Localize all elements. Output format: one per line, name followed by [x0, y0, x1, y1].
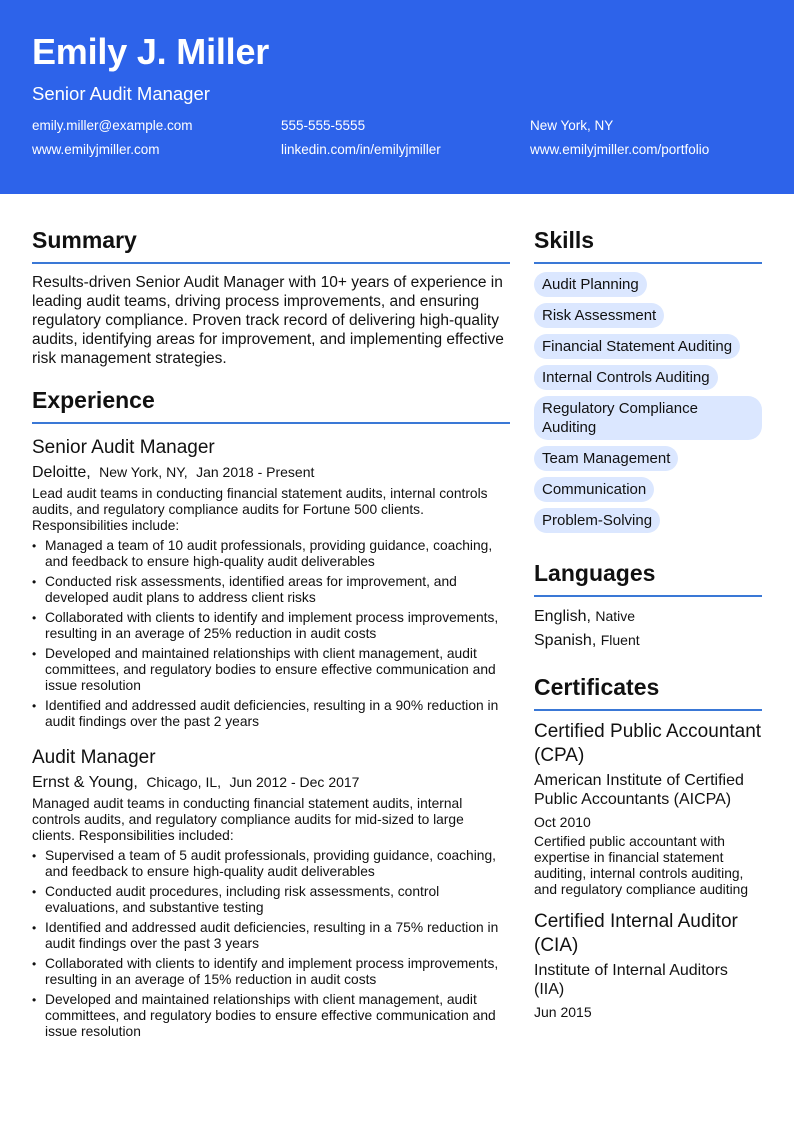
skills-heading: Skills: [534, 226, 762, 264]
job-bullet: • Identified and addressed audit deficiencies, resulting in a 90% reduction in audit findings over the past 2 years: [32, 698, 510, 730]
job-bullet: • Identified and addressed audit deficiencies, resulting in a 75% reduction in audit findings over the past 3 years: [32, 920, 510, 952]
main-column: [32, 194, 510, 1044]
skill-chip: Internal Controls Auditing: [534, 365, 718, 390]
job-entry: [32, 746, 510, 1040]
job-dates: Jan 2018 - Present: [196, 464, 315, 480]
job-bullets: [32, 538, 510, 730]
job-bullet: • Conducted audit procedures, including risk assessments, control evaluations, and substantive testing: [32, 884, 510, 916]
job-company: Ernst & Young,: [32, 774, 138, 791]
job-bullets: [32, 848, 510, 1040]
skill-chip: Communication: [534, 477, 654, 502]
contact-location: New York, NY: [530, 118, 614, 133]
language-name: Spanish,: [534, 632, 597, 649]
certificate-issuer: Institute of Internal Auditors (IIA): [534, 962, 728, 998]
job-bullet: • Collaborated with clients to identify and implement process improvements, resulting in an average of 15% reduction in audit costs: [32, 956, 510, 988]
languages-list: [534, 606, 762, 651]
job-bullet: • Collaborated with clients to identify and implement process improvements, resulting in an average of 25% reduction in audit costs: [32, 610, 510, 642]
job-description: Managed audit teams in conducting financial statement audits, internal controls audits, and regulatory compliance audits for mid-sized to large clients. Responsibilities included:: [32, 796, 464, 843]
certificate-name: Certified Internal Auditor (CIA): [534, 911, 738, 956]
job-bullet: • Managed a team of 10 audit professionals, providing guidance, coaching, and feedback to ensure high-quality audit deliverables: [32, 538, 510, 570]
certificate-issuer: American Institute of Certified Public Accountants (AICPA): [534, 772, 744, 808]
certificate-date: Jun 2015: [534, 1004, 592, 1020]
certificates-heading: Certificates: [534, 673, 762, 711]
contact-linkedin[interactable]: linkedin.com/in/emilyjmiller: [281, 142, 441, 157]
job-entry: [32, 436, 510, 730]
side-column: [534, 194, 762, 1044]
job-bullet: • Developed and maintained relationships with client management, audit committees, and regulatory bodies to ensure effective communication and issue resolution: [32, 992, 510, 1040]
job-bullet: • Developed and maintained relationships with client management, audit committees, and regulatory bodies to ensure effective communication and issue resolution: [32, 646, 510, 694]
resume-header: [0, 0, 794, 194]
skill-chip: Team Management: [534, 446, 678, 471]
contact-email[interactable]: emily.miller@example.com: [32, 118, 193, 133]
language-name: English,: [534, 608, 591, 625]
job-meta: [32, 772, 510, 793]
language-entry: [534, 606, 762, 627]
job-description: Lead audit teams in conducting financial statement audits, internal controls audits, and regulatory compliance audits for Fortune 500 clients. Responsibilities include:: [32, 486, 488, 533]
candidate-title: Senior Audit Manager: [32, 83, 210, 104]
skill-chip: Financial Statement Auditing: [534, 334, 740, 359]
job-bullet: • Conducted risk assessments, identified areas for improvement, and developed audit plans to address client risks: [32, 574, 510, 606]
job-company: Deloitte,: [32, 464, 91, 481]
certificate-date: Oct 2010: [534, 814, 591, 830]
summary-section: [32, 226, 510, 368]
certificate-description: Certified public accountant with expertise in financial statement auditing, internal controls auditing, and regulatory compliance auditing: [534, 834, 748, 897]
skills-section: [534, 226, 762, 533]
language-level: Fluent: [600, 632, 640, 648]
skill-chip: Audit Planning: [534, 272, 647, 297]
language-entry: [534, 630, 762, 651]
summary-text: Results-driven Senior Audit Manager with 10+ years of experience in leading audit teams, driving process improvements, and ensuring regulatory compliance. Proven track record of delivering high-quality audits, identifying areas for improvement, and implementing effective risk management strategies.: [32, 274, 504, 367]
job-meta: [32, 462, 510, 483]
contact-portfolio[interactable]: www.emilyjmiller.com/portfolio: [530, 142, 710, 157]
skill-chip: Regulatory Compliance Auditing: [534, 396, 762, 440]
certificate-name: Certified Public Accountant (CPA): [534, 721, 762, 766]
job-location: New York, NY,: [99, 464, 188, 480]
contact-info: [32, 118, 762, 158]
summary-heading: Summary: [32, 226, 510, 264]
certificate-entry: [534, 910, 762, 1020]
languages-heading: Languages: [534, 559, 762, 597]
job-location: Chicago, IL,: [146, 774, 222, 790]
skill-chip: Risk Assessment: [534, 303, 664, 328]
candidate-name: Emily J. Miller: [32, 31, 270, 72]
skills-list: [534, 272, 762, 533]
certificate-entry: [534, 720, 762, 898]
resume-body: [0, 194, 794, 1044]
contact-website[interactable]: www.emilyjmiller.com: [32, 142, 160, 157]
job-bullet: • Supervised a team of 5 audit professionals, providing guidance, coaching, and feedback to ensure high-quality audit deliverables: [32, 848, 510, 880]
skill-chip: Problem-Solving: [534, 508, 660, 533]
job-dates: Jun 2012 - Dec 2017: [229, 774, 360, 790]
job-title: Senior Audit Manager: [32, 437, 215, 458]
experience-heading: Experience: [32, 386, 510, 424]
contact-phone[interactable]: 555-555-5555: [281, 118, 366, 133]
certificates-section: [534, 673, 762, 1020]
experience-section: [32, 386, 510, 1040]
language-level: Native: [595, 608, 636, 624]
job-title: Audit Manager: [32, 747, 156, 768]
languages-section: [534, 559, 762, 651]
